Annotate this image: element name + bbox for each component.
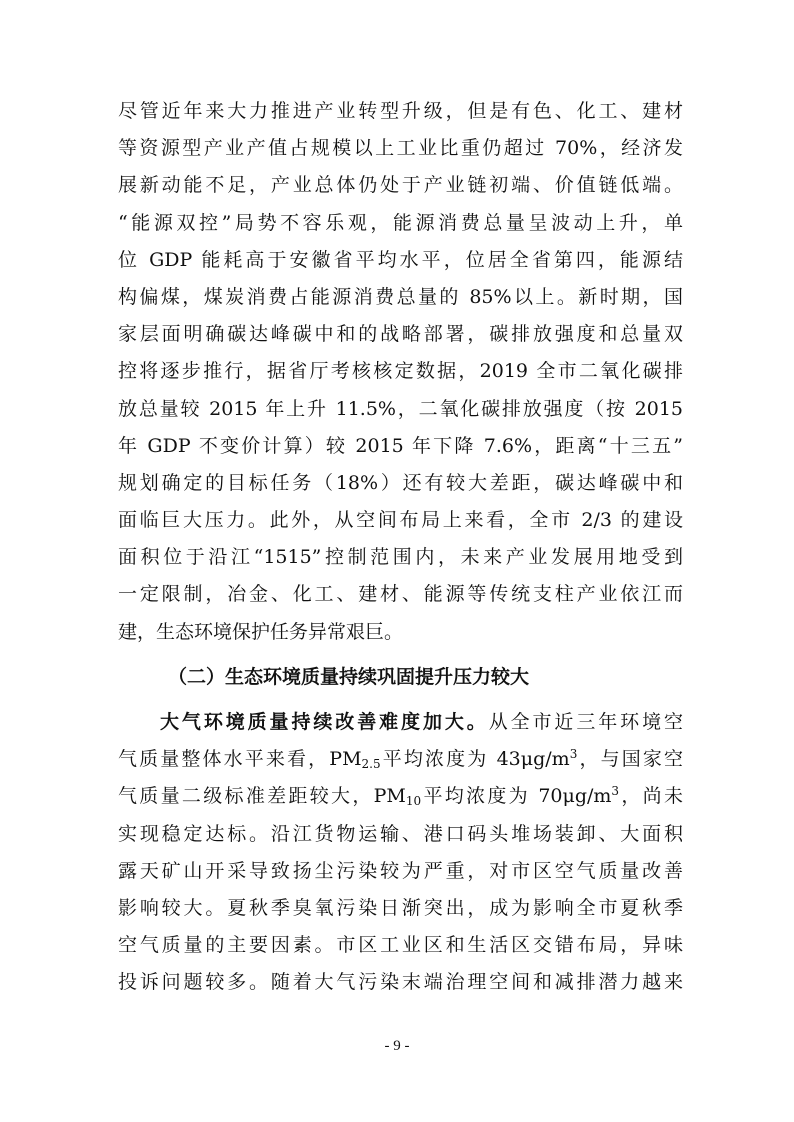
text-line: “能源双控”局势不容乐观，能源消费总量呈波动上升，单 (118, 211, 683, 234)
text-run: 平均浓度为 43μg/m (380, 748, 570, 771)
text-line: 规划确定的目标任务（18%）还有较大差距，碳达峰碳中和 (118, 471, 683, 494)
section-heading: （二）生态环境质量持续巩固提升压力较大 (168, 665, 530, 688)
superscript-3: 3 (611, 784, 620, 799)
text-run: 气质量二级标准差距较大，PM (118, 785, 406, 808)
paragraph-industry-energy (118, 93, 683, 651)
text-line: 年 GDP 不变价计算）较 2015 年下降 7.6%，距离“十三五” (118, 434, 683, 457)
text-line: 投诉问题较多。随着大气污染末端治理空间和减排潜力越来 (118, 971, 683, 994)
text-line: 等资源型产业产值占规模以上工业比重仍超过 70%，经济发 (118, 137, 683, 160)
text-line: 放总量较 2015 年上升 11.5%，二氧化碳排放强度（按 2015 (118, 397, 683, 420)
text-line: 面积位于沿江“1515”控制范围内，未来产业发展用地受到 (118, 546, 683, 569)
text-run: 平均浓度为 70μg/m (421, 785, 612, 808)
text-line: 空气质量的主要因素。市区工业区和生活区交错布局，异味 (118, 934, 683, 957)
text-line-lead (118, 704, 683, 741)
text-line: 控将逐步推行，据省厅考核核定数据，2019 全市二氧化碳排 (118, 360, 683, 383)
paragraph-air-quality (118, 704, 683, 1002)
text-line: 家层面明确碳达峰碳中和的战略部署，碳排放强度和总量双 (118, 323, 683, 346)
text-line: 露天矿山开采导致扬尘污染较为严重，对市区空气质量改善 (118, 859, 683, 882)
subscript-10: 10 (405, 794, 422, 809)
text-run: 从全市近三年环境空 (488, 711, 683, 733)
text-line: 实现稳定达标。沿江货物运输、港口码头堆场装卸、大面积 (118, 822, 683, 845)
text-line: 尽管近年来大力推进产业转型升级，但是有色、化工、建材 (118, 100, 683, 122)
text-line: 一定限制，冶金、化工、建材、能源等传统支柱产业依江而 (118, 583, 683, 606)
text-line-pm10 (118, 778, 683, 815)
document-body (118, 93, 683, 1002)
text-line: 位 GDP 能耗高于安徽省平均水平，位居全省第四，能源结 (118, 248, 683, 271)
text-line-pm25 (118, 741, 683, 778)
text-line-last: 建，生态环境保护任务异常艰巨。 (118, 620, 404, 643)
text-line: 影响较大。夏秋季臭氧污染日渐突出，成为影响全市夏秋季 (118, 896, 683, 919)
text-run: ，尚未 (619, 785, 683, 808)
text-line: 展新动能不足，产业总体仍处于产业链初端、价值链低端。 (118, 174, 683, 197)
page-number: - 9 - (384, 1038, 410, 1054)
text-line: 面临巨大压力。此外，从空间布局上来看，全市 2/3 的建设 (118, 509, 683, 532)
text-line: 构偏煤，煤炭消费占能源消费总量的 85%以上。新时期，国 (118, 285, 683, 308)
text-run: ，与国家空 (577, 748, 683, 771)
superscript-3: 3 (569, 747, 578, 762)
subscript-2-5: 2.5 (361, 757, 381, 772)
paragraph-lead-sentence: 大气环境质量持续改善难度加大。 (160, 711, 489, 733)
text-run: 气质量整体水平来看，PM (118, 748, 362, 771)
